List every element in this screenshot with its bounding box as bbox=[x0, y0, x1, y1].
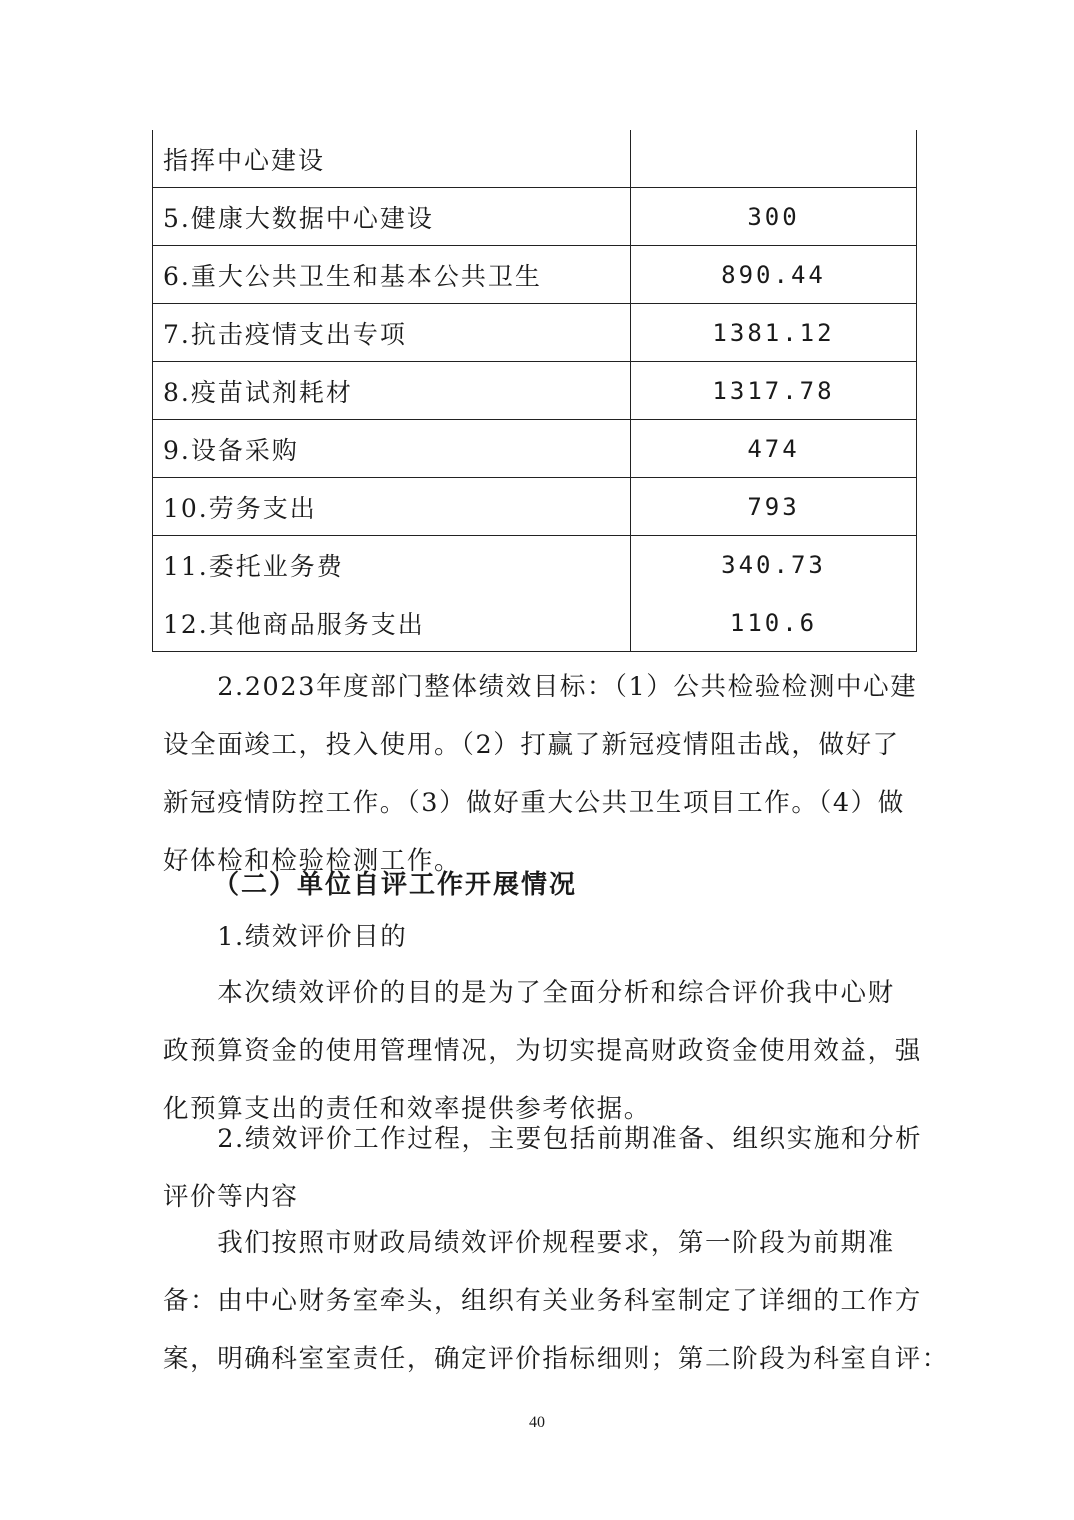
process-paragraph bbox=[163, 1214, 949, 1388]
row-value: 110.6 bbox=[729, 608, 818, 637]
expenditure-table bbox=[152, 130, 917, 652]
text-line: 政预算资金的使用管理情况，为切实提高财政资金使用效益，强 bbox=[163, 1036, 922, 1066]
table-row bbox=[153, 130, 916, 188]
row-name: 指挥中心建设 bbox=[153, 130, 631, 187]
row-name: 5.健康大数据中心建设 bbox=[153, 188, 631, 245]
row-name: 12.其他商品服务支出 bbox=[153, 594, 631, 651]
row-value bbox=[631, 130, 916, 187]
table-row bbox=[153, 536, 916, 594]
purpose-title bbox=[163, 908, 915, 966]
text-line: 化预算支出的责任和效率提供参考依据。 bbox=[163, 1094, 651, 1124]
row-value: 300 bbox=[747, 202, 800, 231]
text-line: 好体检和检验检测工作。 bbox=[163, 846, 462, 876]
table-row bbox=[153, 478, 916, 536]
text-line: 1.绩效评价目的 bbox=[163, 922, 408, 952]
table-row bbox=[153, 420, 916, 478]
row-value: 1381.12 bbox=[712, 318, 835, 347]
row-value: 340.73 bbox=[721, 551, 826, 579]
text-line: 2.绩效评价工作过程，主要包括前期准备、组织实施和分析 bbox=[163, 1124, 923, 1154]
text-line: 设全面竣工，投入使用。（2）打赢了新冠疫情阻击战，做好了 bbox=[163, 730, 900, 760]
row-name: 9.设备采购 bbox=[153, 420, 631, 477]
row-name: 11.委托业务费 bbox=[153, 536, 631, 594]
table-row bbox=[153, 246, 916, 304]
row-value: 793 bbox=[747, 492, 800, 521]
row-value: 474 bbox=[747, 434, 800, 463]
section-heading: （二）单位自评工作开展情况 bbox=[213, 870, 578, 900]
text-line: 评价等内容 bbox=[163, 1182, 299, 1212]
text-line: 备：由中心财务室牵头，组织有关业务科室制定了详细的工作方 bbox=[163, 1286, 922, 1316]
table-row bbox=[153, 188, 916, 246]
row-name: 10.劳务支出 bbox=[153, 478, 631, 535]
row-value: 890.44 bbox=[721, 260, 826, 289]
row-name: 7.抗击疫情支出专项 bbox=[153, 304, 631, 361]
table-row bbox=[153, 362, 916, 420]
table-row bbox=[153, 594, 916, 652]
text-line: 我们按照市财政局绩效评价规程要求，第一阶段为前期准 bbox=[163, 1228, 895, 1258]
row-name: 8.疫苗试剂耗材 bbox=[153, 362, 631, 419]
row-name: 6.重大公共卫生和基本公共卫生 bbox=[153, 246, 631, 303]
table-row bbox=[153, 304, 916, 362]
text-line: 本次绩效评价的目的是为了全面分析和综合评价我中心财 bbox=[163, 978, 895, 1008]
row-value: 1317.78 bbox=[712, 376, 835, 405]
text-line: 新冠疫情防控工作。（3）做好重大公共卫生项目工作。（4）做 bbox=[163, 788, 905, 818]
process-title bbox=[163, 1110, 923, 1226]
page-number: 40 bbox=[529, 1414, 545, 1431]
text-line: 案，明确科室室责任，确定评价指标细则；第二阶段为科室自评： bbox=[163, 1344, 949, 1374]
text-line: 2.2023年度部门整体绩效目标：（1）公共检验检测中心建 bbox=[163, 672, 918, 702]
